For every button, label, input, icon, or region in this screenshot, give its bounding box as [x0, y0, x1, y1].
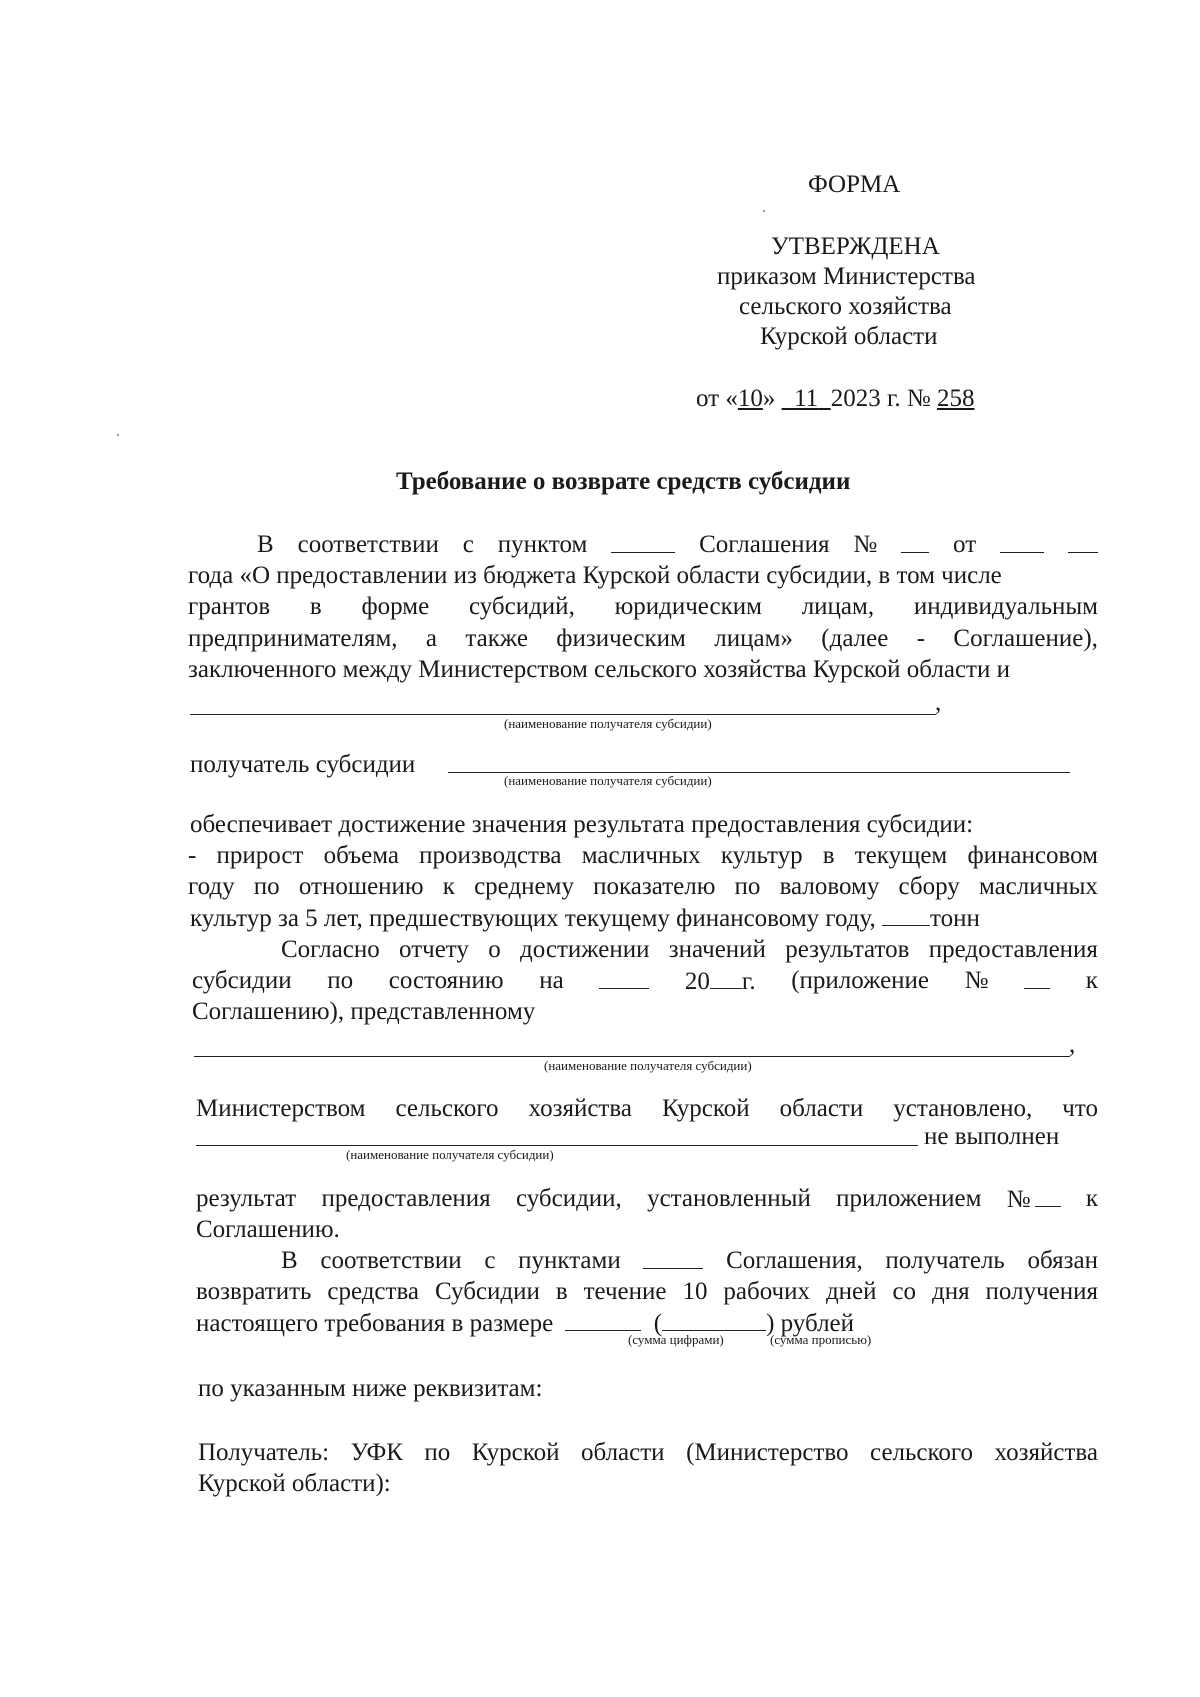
word: юридическим — [614, 593, 762, 620]
word: установленный — [647, 1185, 811, 1212]
p3-line-2 — [192, 968, 1098, 994]
approved-by-line-1: приказом Министерства — [717, 263, 976, 290]
word: результатов — [785, 936, 910, 963]
not-fulfilled-text: не выполнен — [924, 1123, 1060, 1150]
word: Министерством — [196, 1095, 366, 1122]
word: с — [484, 1247, 496, 1274]
word: индивидуальным — [913, 593, 1098, 620]
requisites-line: по указанным ниже реквизитам: — [198, 1375, 543, 1402]
p1-line-5: заключенного между Министерством сельского хозяйства Курской области и — [188, 656, 1010, 683]
word: прирост — [216, 842, 304, 869]
approved-by-line-3: Курской области — [760, 323, 938, 350]
word: текущем — [854, 842, 948, 869]
word: сбору — [898, 873, 960, 900]
amount-words-caption: (сумма прописью) — [770, 1332, 872, 1347]
word: возвратить — [196, 1278, 312, 1305]
word: среднему — [474, 873, 574, 900]
word: физическим — [556, 625, 686, 652]
amount-digits-caption: (сумма цифрами) — [628, 1332, 724, 1347]
p5-line-1 — [281, 1248, 1098, 1273]
year-field: 20 г. — [684, 968, 756, 995]
word: пунктами — [518, 1247, 621, 1274]
receiver-line-1 — [198, 1440, 1098, 1465]
word: Получатель: — [198, 1439, 330, 1466]
word: установлено, — [893, 1095, 1033, 1122]
date-year: 2023 г. № — [830, 385, 931, 412]
clause-blank — [611, 532, 675, 553]
annex-number: № — [1007, 1186, 1061, 1212]
p1-line-4 — [188, 626, 1098, 651]
p3-line-1 — [281, 937, 1098, 962]
recipient-name-line — [190, 714, 936, 715]
word: масличных — [581, 842, 701, 869]
word: о — [488, 936, 501, 963]
word: дня — [932, 1278, 970, 1305]
word: от — [953, 531, 977, 558]
word: Курской — [661, 1095, 750, 1122]
p1-line-1 — [257, 532, 1098, 557]
word: к — [1085, 1185, 1098, 1212]
paren: ( — [653, 1310, 663, 1337]
word: а — [425, 625, 438, 652]
currency-label: ) рублей — [766, 1310, 855, 1337]
word: № — [853, 531, 878, 558]
word: области — [580, 1439, 665, 1466]
word: получатель — [885, 1247, 1005, 1274]
word: субсидий, — [468, 593, 575, 620]
word: дней — [825, 1278, 877, 1305]
word: объема — [323, 842, 399, 869]
word: В — [281, 1247, 298, 1274]
word: форме — [361, 593, 430, 620]
word: по — [253, 873, 280, 900]
word: что — [1062, 1095, 1098, 1122]
word: лицам» — [714, 625, 793, 652]
word: по — [327, 967, 354, 994]
word: хозяйства — [994, 1439, 1098, 1466]
agreement-number-blank — [901, 532, 929, 553]
word: (Министерство — [686, 1439, 849, 1466]
form-label: ФОРМА — [808, 171, 901, 198]
word: состоянию — [388, 967, 504, 994]
word: - — [916, 625, 926, 652]
word: результат — [196, 1185, 297, 1212]
word: обязан — [1027, 1247, 1098, 1274]
p5-line-2 — [196, 1279, 1098, 1304]
recipient-caption: (наименование получателя субсидии) — [504, 716, 712, 731]
word: масличных — [978, 873, 1098, 900]
word: на — [539, 967, 564, 994]
word: значений — [668, 936, 766, 963]
word: в — [822, 842, 835, 869]
word: предоставления — [321, 1185, 491, 1212]
word: - — [188, 842, 197, 869]
scan-speck — [117, 434, 119, 436]
word: грантов — [188, 593, 271, 620]
word: сельского — [870, 1439, 974, 1466]
approved-label: УТВЕРЖДЕНА — [771, 233, 940, 260]
word: Субсидии — [434, 1278, 540, 1305]
p1-line-3 — [188, 594, 1098, 619]
word: валовому — [779, 873, 880, 900]
date-sep: » — [762, 385, 776, 412]
word: производства — [419, 842, 562, 869]
agreement-month-blank — [1068, 532, 1098, 553]
word: В — [257, 531, 274, 558]
document-title: Требование о возврате средств субсидии — [396, 468, 851, 495]
word: с — [462, 531, 474, 558]
p2-line-4: культур за 5 лет, предшествующих текущему финансовому году, тонн — [190, 905, 980, 932]
word: отчету — [399, 936, 469, 963]
clauses-blank — [643, 1248, 703, 1269]
report-date-blank — [599, 968, 649, 989]
date-month: 11 — [794, 385, 819, 412]
word: культур — [720, 842, 803, 869]
comma: , — [935, 689, 942, 716]
p3-line-3: Соглашению), представленному — [192, 998, 536, 1025]
word: отношению — [298, 873, 424, 900]
word: Соглашения — [699, 531, 830, 558]
amount-digits-blank[interactable] — [565, 1310, 641, 1331]
word: соответствии — [297, 531, 439, 558]
word: к — [442, 873, 455, 900]
word: 10 — [682, 1278, 708, 1305]
date-prefix: от « — [696, 385, 738, 412]
word: в — [555, 1278, 568, 1305]
word: Согласно — [281, 936, 380, 963]
recipient-caption: (наименование получателя субсидии) — [544, 1058, 752, 1073]
approval-date-line — [696, 386, 974, 411]
order-number: 258 — [936, 385, 975, 412]
word: течение — [583, 1278, 667, 1305]
word: хозяйства — [528, 1095, 632, 1122]
p4-line-1 — [196, 1096, 1098, 1121]
word: к — [1085, 967, 1098, 994]
word: (далее — [821, 625, 889, 652]
word: со — [892, 1278, 917, 1305]
word: Соглашение), — [953, 625, 1098, 652]
agreement-date-blank — [1000, 532, 1044, 553]
word: году — [188, 873, 235, 900]
word: субсидии — [192, 967, 292, 994]
date-day: 10 — [737, 385, 763, 412]
word: финансовом — [967, 842, 1098, 869]
word: в — [309, 593, 322, 620]
word: показателю — [593, 873, 716, 900]
word: лицам, — [801, 593, 875, 620]
receiver-line-2: Курской области): — [198, 1470, 391, 1497]
p1-line-2: года «О предоставлении из бюджета Курской области субсидии, в том числе — [188, 562, 1002, 589]
p5-line-3: настоящего требования в размере ( ) рублей — [196, 1310, 855, 1337]
amount-words-blank[interactable] — [662, 1310, 766, 1331]
scan-speck — [763, 210, 765, 212]
word: также — [465, 625, 528, 652]
word: Курской — [471, 1439, 560, 1466]
word: соответствии — [320, 1247, 462, 1274]
approved-by-line-2: сельского хозяйства — [739, 293, 952, 320]
p2-line-3 — [188, 874, 1098, 899]
word: приложением — [836, 1185, 982, 1212]
word: предоставления — [928, 936, 1098, 963]
recipient-name-line — [194, 1056, 1070, 1057]
word: предпринимателям, — [188, 625, 398, 652]
annex-number-blank — [1024, 968, 1050, 989]
word: субсидии, — [515, 1185, 622, 1212]
recipient-name-line — [196, 1145, 918, 1146]
p2-line-1: обеспечивает достижение значения результата предоставления субсидии: — [190, 811, 974, 838]
p4-line-4: Соглашению. — [196, 1216, 340, 1243]
comma: , — [1069, 1031, 1076, 1058]
word: (приложение — [791, 967, 930, 994]
word: рабочих — [723, 1278, 810, 1305]
word: получения — [985, 1278, 1098, 1305]
unit-tons: тонн — [930, 905, 980, 932]
word: пунктом — [497, 531, 588, 558]
word: № — [964, 967, 989, 994]
recipient-caption: (наименование получателя субсидии) — [346, 1147, 554, 1162]
word: области — [779, 1095, 864, 1122]
word: достижении — [520, 936, 650, 963]
recipient-label: получатель субсидии — [190, 751, 416, 778]
p2-line-2 — [188, 843, 1098, 868]
p4-line-3 — [196, 1186, 1098, 1212]
word: Соглашения, — [726, 1247, 863, 1274]
word: по — [424, 1439, 451, 1466]
recipient-caption: (наименование получателя субсидии) — [504, 773, 712, 788]
tonnage-blank — [882, 905, 930, 926]
word: УФК — [350, 1439, 403, 1466]
word: сельского — [395, 1095, 499, 1122]
word: средства — [327, 1278, 420, 1305]
word: по — [734, 873, 761, 900]
